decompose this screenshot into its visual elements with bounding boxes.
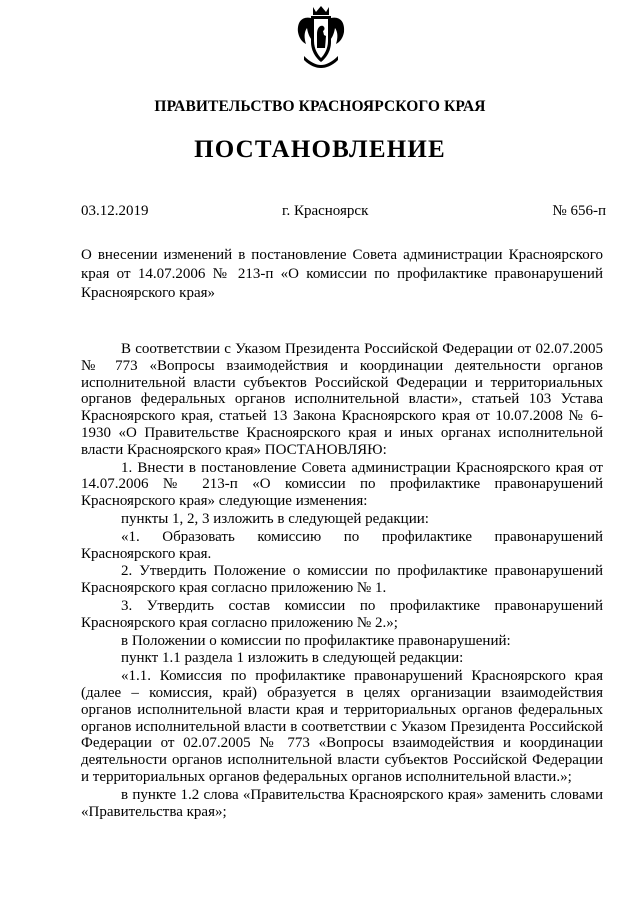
- document-number: № 656-п: [552, 203, 606, 219]
- paragraph: 2. Утвердить Положение о комиссии по профилактике правонарушений Красноярского края согласно приложению № 1.: [81, 563, 603, 597]
- paragraph: в Положении о комиссии по профилактике правонарушений:: [121, 632, 511, 649]
- coat-of-arms-icon: [296, 4, 346, 68]
- document-date: 03.12.2019: [81, 203, 149, 219]
- paragraph: 3. Утвердить состав комиссии по профилактике правонарушений Красноярского края согласно приложению № 2.»;: [81, 597, 603, 631]
- government-title: ПРАВИТЕЛЬСТВО КРАСНОЯРСКОГО КРАЯ: [154, 98, 486, 115]
- paragraph: В соответствии с Указом Президента Российской Федерации от 02.07.2005 № 773 «Вопросы взаимодействия и координации деятельности органов исполнительной власти субъектов Российской Федерации и территориальных органов федеральных органов исполнительной власти», статьей 103 Устава Красноярского края, статьей 13 Закона Красноярского края от 10.07.2008 № 6-1930 «О Правительстве Красноярского края и иных органах исполнительной власти Красноярского края» ПОСТАНОВЛЯЮ:: [81, 341, 603, 458]
- paragraph: 1. Внести в постановление Совета администрации Красноярского края от 14.07.2006 № 213-п «О комиссии по профилактике правонарушений Красноярского края» следующие изменения:: [81, 459, 603, 510]
- document-type-title: ПОСТАНОВЛЕНИЕ: [194, 136, 446, 163]
- paragraph: в пункте 1.2 слова «Правительства Красноярского края» заменить словами «Правительства края»;: [81, 786, 603, 820]
- document-subject: О внесении изменений в постановление Совета администрации Красноярского края от 14.07.2006 № 213-п «О комиссии по профилактике правонарушений Красноярского края»: [81, 247, 603, 301]
- paragraph: «1.1. Комиссия по профилактике правонарушений Красноярского края (далее – комиссия, край) образуется в целях организации взаимодействия органов исполнительной власти края и территориальных органов федеральных органов исполнительной власти в соответствии с Указом Президента Российской Федерации от 02.07.2005 № 773 «Вопросы взаимодействия и координации деятельности органов исполнительной власти субъектов Российской Федерации и территориальных органов федеральных органов исполнительной власти.»;: [81, 668, 603, 785]
- paragraph: «1. Образовать комиссию по профилактике правонарушений Красноярского края.: [81, 528, 603, 562]
- paragraph: пункты 1, 2, 3 изложить в следующей редакции:: [121, 510, 429, 527]
- document-body: [81, 341, 603, 820]
- paragraph: пункт 1.1 раздела 1 изложить в следующей редакции:: [121, 650, 464, 667]
- document-city: г. Красноярск: [282, 203, 369, 219]
